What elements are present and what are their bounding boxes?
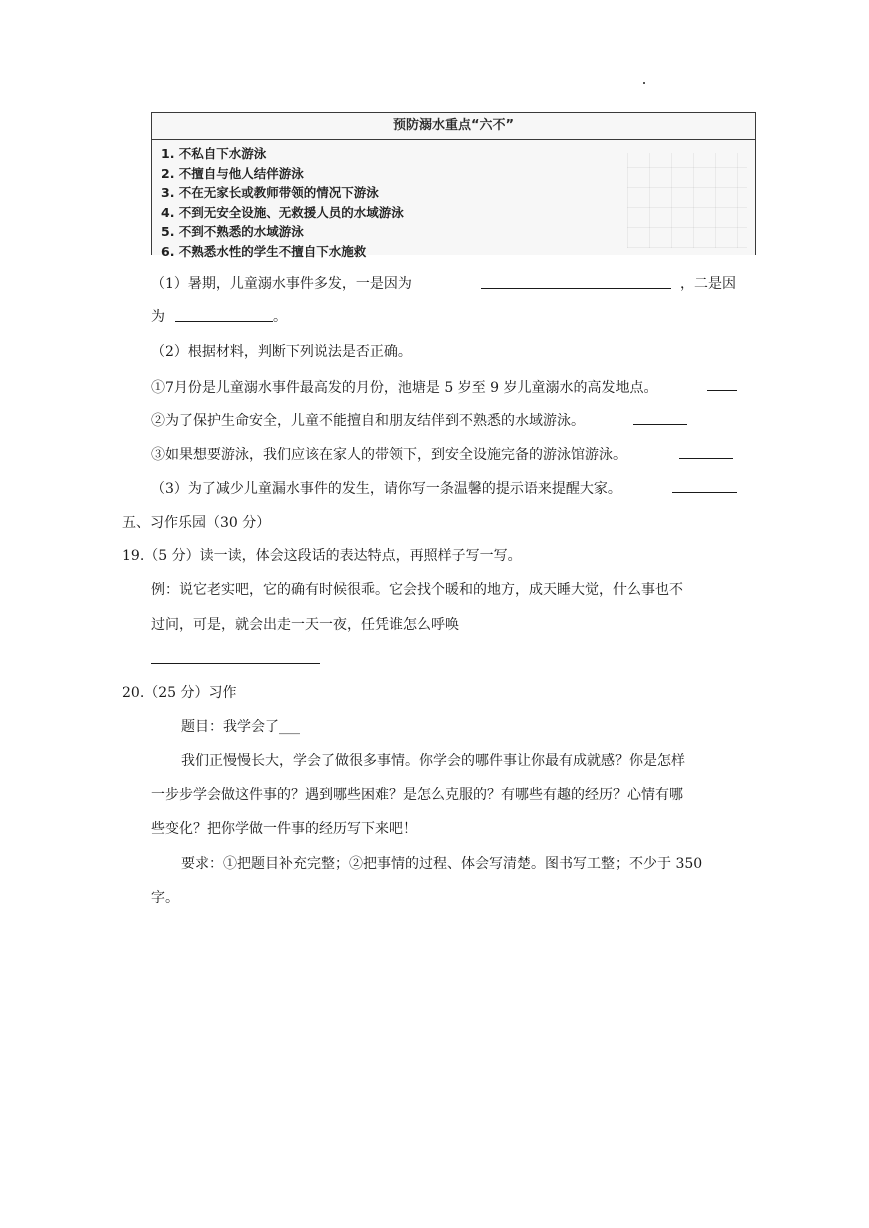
- q20-title: 题目：我学会了___: [181, 719, 300, 735]
- q3-text: （3）为了减少儿童漏水事件的发生，请你写一条温馨的提示语来提醒大家。: [151, 481, 622, 497]
- table-row: 6. 不熟悉水性的学生不擅自下水施救: [161, 243, 367, 259]
- section-5-heading: 五、习作乐园（30 分）: [122, 515, 271, 531]
- q1-answer-blank-1[interactable]: [481, 288, 671, 289]
- q20-heading: 20.（25 分）习作: [122, 685, 237, 701]
- q19-example-line-1: 例：说它老实吧，它的确有时候很乖。它会找个暖和的地方，成天睡大觉，什么事也不: [151, 582, 683, 598]
- table-row: 4. 不到无安全设施、无救援人员的水域游泳: [161, 204, 404, 220]
- q20-prompt-line-3: 些变化？把你学做一件事的经历写下来吧！: [151, 821, 417, 837]
- q1-text-c: 为: [151, 309, 165, 325]
- q2-answer-blank-1[interactable]: [707, 390, 737, 391]
- q2-statement-1: ①7月份是儿童溺水事件最高发的月份，池塘是 5 岁至 9 岁儿童溺水的高发地点。: [151, 380, 658, 396]
- table-row: 1. 不私自下水游泳: [161, 146, 267, 161]
- q20-requirements-line-1: 要求：①把题目补充完整；②把事情的过程、体会写清楚。图书写工整；不少于 350: [181, 856, 703, 872]
- q3-answer-blank[interactable]: [672, 492, 737, 493]
- q20-prompt-line-1: 我们正慢慢长大，学会了做很多事情。你学会的哪件事让你最有成就感？你是怎样: [181, 753, 685, 769]
- table-row: 2. 不擅自与他人结伴游泳: [161, 165, 304, 181]
- q1-text-a: （1）暑期，儿童溺水事件多发，一是因为: [151, 276, 412, 292]
- table-row: 3. 不在无家长或教师带领的情况下游泳: [161, 185, 379, 200]
- q2-statement-2: ②为了保护生命安全，儿童不能擅自和朋友结伴到不熟悉的水域游泳。: [151, 413, 585, 429]
- q1-line-1: [151, 273, 412, 293]
- table-title: 预防溺水重点“六不”: [152, 113, 755, 140]
- scan-grid-texture: [627, 153, 747, 248]
- q1-answer-blank-2[interactable]: [175, 321, 273, 322]
- page-speck: [643, 82, 645, 84]
- q2-statement-3: ③如果想要游泳，我们应该在家人的带领下，到安全设施完备的游泳馆游泳。: [151, 447, 627, 463]
- q20-prompt-line-2: 一步步学会做这件事的？遇到哪些困难？是怎么克服的？有哪些有趣的经历？心情有哪: [151, 787, 683, 803]
- q19-answer-line[interactable]: [151, 663, 320, 664]
- q20-requirements-line-2: 字。: [151, 890, 179, 906]
- q2-intro: （2）根据材料，判断下列说法是否正确。: [151, 344, 412, 360]
- table-row: 5. 不到不熟悉的水域游泳: [161, 224, 304, 239]
- q19-example-line-2: 过问，可是，就会出走一天一夜，任凭谁怎么呼唤: [151, 617, 459, 633]
- q1-text-b: ，二是因: [680, 276, 736, 292]
- q1-text-d: 。: [273, 309, 287, 325]
- q19-heading: 19.（5 分）读一读，体会这段话的表达特点，再照样子写一写。: [122, 548, 522, 564]
- drowning-prevention-table: [151, 112, 756, 259]
- q2-answer-blank-3[interactable]: [679, 458, 733, 459]
- q2-answer-blank-2[interactable]: [633, 424, 687, 425]
